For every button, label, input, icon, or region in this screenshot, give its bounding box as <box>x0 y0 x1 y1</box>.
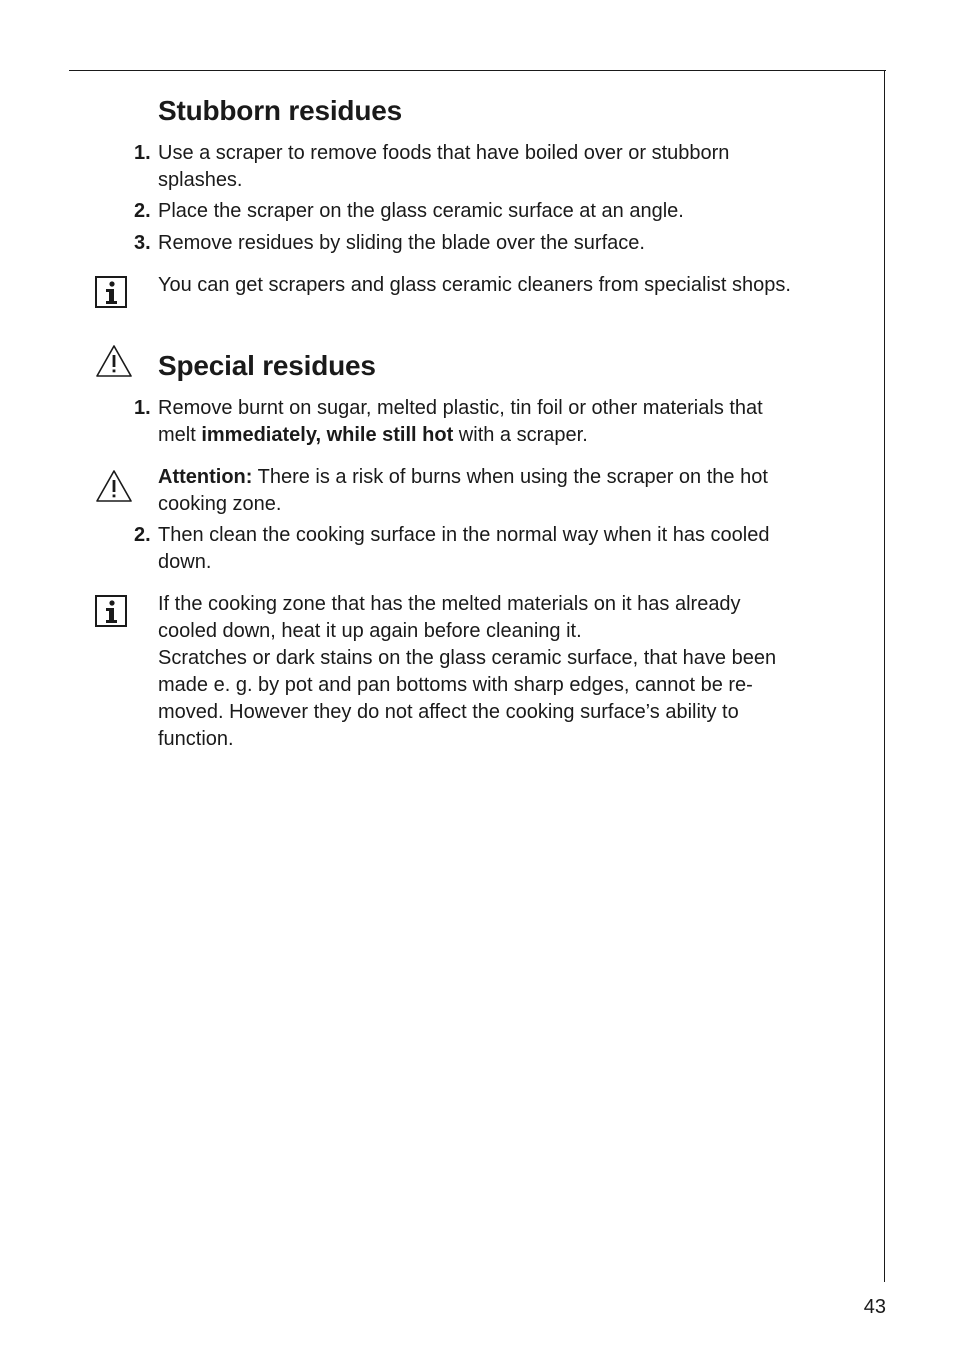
info-note: If the cooking zone that has the melted materials on it has already cooled down, heat it up again before cleaning it. Scratches or dark stains on the glass ceramic surface, that have been made e. g. by pot and pan bottoms with sharp edges, cannot be re- moved. However they do not affect the cooking surface’s ability to function. <box>158 593 777 750</box>
step-text: Place the scraper on the glass ceramic surface at an angle. <box>158 200 684 222</box>
attention-note: Attention: There is a risk of burns when using the scraper on the hot cooking zone. <box>158 466 768 515</box>
warning-icon <box>95 344 133 378</box>
right-rule <box>884 70 885 1282</box>
step-text: Then clean the cooking surface in the normal way when it has cooled down. <box>158 524 770 573</box>
step-number: 1. <box>134 397 151 419</box>
step-number: 1. <box>134 142 151 164</box>
heading-special-residues: Special residues <box>158 350 376 381</box>
top-rule <box>69 70 886 71</box>
warning-icon <box>95 469 133 503</box>
info-icon <box>95 595 127 627</box>
step-text: Use a scraper to remove foods that have boiled over or stubborn splashes. <box>158 142 730 191</box>
step-number: 3. <box>134 232 151 254</box>
info-icon <box>95 276 127 308</box>
info-note: You can get scrapers and glass ceramic cleaners from specialist shops. <box>158 274 791 296</box>
step-text: Remove residues by sliding the blade over the surface. <box>158 232 645 254</box>
page-number: 43 <box>863 1296 886 1318</box>
heading-stubborn-residues: Stubborn residues <box>158 95 402 126</box>
step-text: Remove burnt on sugar, melted plastic, tin foil or other materials that melt immediately, while still hot with a scraper. <box>158 397 763 446</box>
step-number: 2. <box>134 524 151 546</box>
step-number: 2. <box>134 200 151 222</box>
